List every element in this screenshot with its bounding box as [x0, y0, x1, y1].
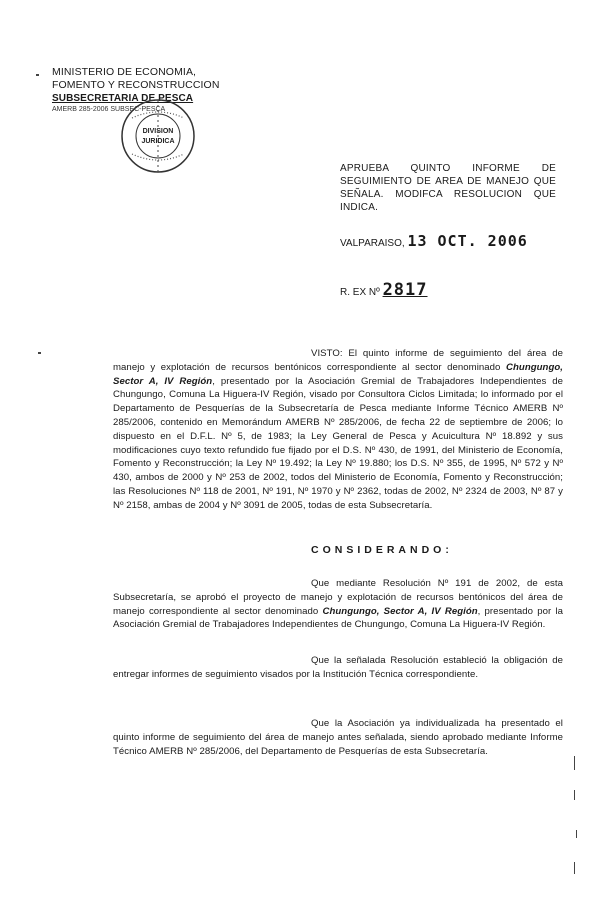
- scan-speck: [36, 74, 39, 76]
- scan-speck: [574, 756, 575, 770]
- considerando-paragraph-1: Que mediante Resolución Nº 191 de 2002, de esta Subsecretaría, se aprobó el proyecto de manejo y explotación de recursos bentónicos del área de manejo correspondiente al sector denominado Chungungo, Sector A, IV Región, presentado por la Asociación Gremial de Trabajadores Independientes de Chungungo, Comuna La Higuera-IV Región.: [113, 578, 563, 631]
- resolution-summary: APRUEBA QUINTO INFORME DE SEGUIMIENTO DE AREA DE MANEJO QUE SEÑALA. MODIFCA RESOLUCION QUE INDICA.: [340, 163, 556, 213]
- scan-speck: [576, 830, 577, 838]
- stamp-line1: DIVISION: [142, 128, 174, 135]
- stamp-line2: JURIDICA: [141, 138, 175, 145]
- date-stamp: 13 OCT. 2006: [407, 232, 528, 250]
- considerando-paragraph-3: Que la Asociación ya individualizada ha presentado el quinto informe de seguimiento del área de manejo antes señalada, siendo aprobado mediante Informe Técnico AMERB Nº 285/2006, del Departamento de Pesquerías de esta Subsecretaría.: [113, 718, 563, 757]
- ministry-name-cont: FOMENTO Y RECONSTRUCCION: [52, 79, 220, 91]
- division-juridica-stamp: [118, 96, 198, 176]
- scan-speck: [574, 862, 575, 874]
- subsecretaria-name: SUBSECRETARIA DE PESCA: [52, 93, 194, 104]
- resolution-number-value: 2817: [382, 280, 428, 300]
- reference-code: AMERB 285-2006 SUBSEC-PESCA: [52, 106, 166, 113]
- visto-paragraph: VISTO: El quinto informe de seguimiento del área de manejo y explotación de recursos bentónicos correspondiente al sector denominado Chungungo, Sector A, IV Región, presentado por la Asociación Gremial de Trabajadores Independientes de Chungungo, Comuna La Higuera-IV Región, visado por Consultora Ciclos Limitada; lo informado por el Departamento de Pesquerías de la Subsecretaría de Pesca mediante Informe Técnico AMERB Nº 285/2006, contenido en Memorándum AMERB Nº 285/2006, de fecha 22 de septiembre de 2006; lo dispuesto en el D.F.L. Nº 5, de 1983; la Ley General de Pesca y Acuicultura Nº 18.892 y sus modificaciones cuyo texto refundido fue fijado por el D.S. Nº 430, de 1991, del Ministerio de Economía, Fomento y Reconstrucción; la Ley Nº 19.492; la Ley Nº 19.880; los D.S. Nº 355, de 1995, Nº 572 y Nº 430, ambos de 2000 y Nº 253 de 2002, todos del Ministerio de Economía, Fomento y Reconstrucción; las Resoluciones Nº 118 de 2001, Nº 191, Nº 1970 y Nº 2362, todas de 2002, Nº 2324 de 2003, Nº 87 y Nº 2158, ambas de 2004 y Nº 3091 de 2005, todas de esta Subsecretaría.: [113, 348, 563, 511]
- scan-speck: [38, 352, 41, 354]
- place-date: [340, 232, 528, 250]
- considerando-paragraph-2: Que la señalada Resolución estableció la obligación de entregar informes de seguimiento visados por la Institución Técnica correspondiente.: [113, 655, 563, 680]
- scan-speck: [574, 790, 575, 800]
- seal-icon: [118, 96, 198, 176]
- ministry-name: MINISTERIO DE ECONOMIA,: [52, 66, 197, 78]
- place: VALPARAISO,: [340, 238, 405, 249]
- resolution-label: R. EX Nº: [340, 287, 380, 298]
- resolution-number: [340, 280, 428, 300]
- considerando-heading: CONSIDERANDO:: [311, 544, 453, 556]
